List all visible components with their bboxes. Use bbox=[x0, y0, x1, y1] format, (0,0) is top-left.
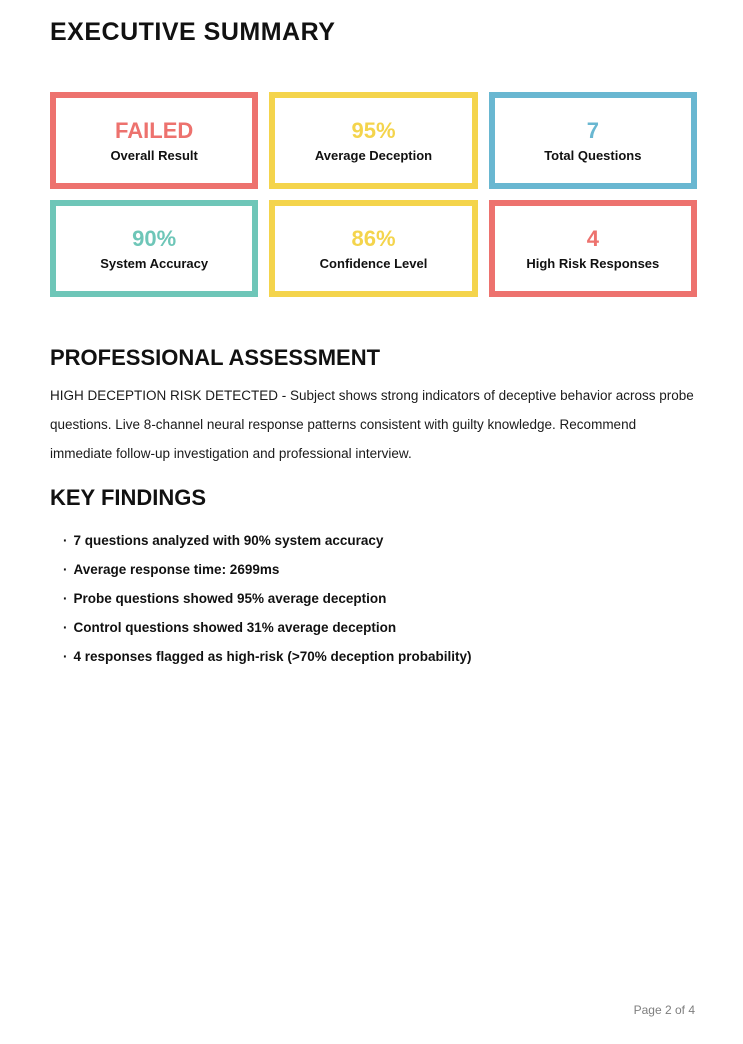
findings-list bbox=[50, 526, 697, 671]
metric-card-system-accuracy bbox=[50, 200, 258, 297]
metric-value: 95% bbox=[351, 117, 396, 143]
metric-value: 4 bbox=[586, 225, 599, 251]
metric-value: 86% bbox=[351, 225, 396, 251]
finding-item: · 4 responses flagged as high-risk (>70% deception probability) bbox=[63, 642, 697, 671]
metric-label: System Accuracy bbox=[100, 255, 209, 271]
metric-card-high-risk-responses bbox=[489, 200, 697, 297]
metric-label: Overall Result bbox=[110, 147, 198, 163]
key-findings-section bbox=[50, 487, 697, 671]
metric-value: FAILED bbox=[115, 117, 194, 143]
finding-item: · Average response time: 2699ms bbox=[63, 555, 697, 584]
metric-value: 90% bbox=[132, 225, 177, 251]
metric-card-average-deception bbox=[269, 92, 477, 189]
metrics-grid bbox=[50, 92, 697, 297]
professional-assessment-section bbox=[50, 347, 697, 468]
section-heading: KEY FINDINGS bbox=[50, 485, 207, 510]
metric-card-total-questions bbox=[489, 92, 697, 189]
assessment-text: HIGH DECEPTION RISK DETECTED - Subject shows strong indicators of deceptive behavior across probe questions. Live 8-channel neural response patterns consistent with guilty knowledge. Recommend immediate follow-up investigation and professional interview. bbox=[50, 388, 694, 461]
page-number: Page 2 of 4 bbox=[633, 1003, 695, 1017]
metric-label: Total Questions bbox=[544, 147, 642, 163]
metric-label: Average Deception bbox=[314, 147, 433, 163]
metric-label: Confidence Level bbox=[319, 255, 428, 271]
metric-card-confidence-level bbox=[269, 200, 477, 297]
finding-item: · Control questions showed 31% average deception bbox=[63, 613, 697, 642]
metric-label: High Risk Responses bbox=[526, 255, 660, 271]
metric-card-overall-result bbox=[50, 92, 258, 189]
finding-item: · 7 questions analyzed with 90% system accuracy bbox=[63, 526, 697, 555]
section-heading: PROFESSIONAL ASSESSMENT bbox=[50, 345, 381, 370]
page-title: EXECUTIVE SUMMARY bbox=[50, 18, 336, 46]
finding-item: · Probe questions showed 95% average deception bbox=[63, 584, 697, 613]
metric-value: 7 bbox=[586, 117, 599, 143]
